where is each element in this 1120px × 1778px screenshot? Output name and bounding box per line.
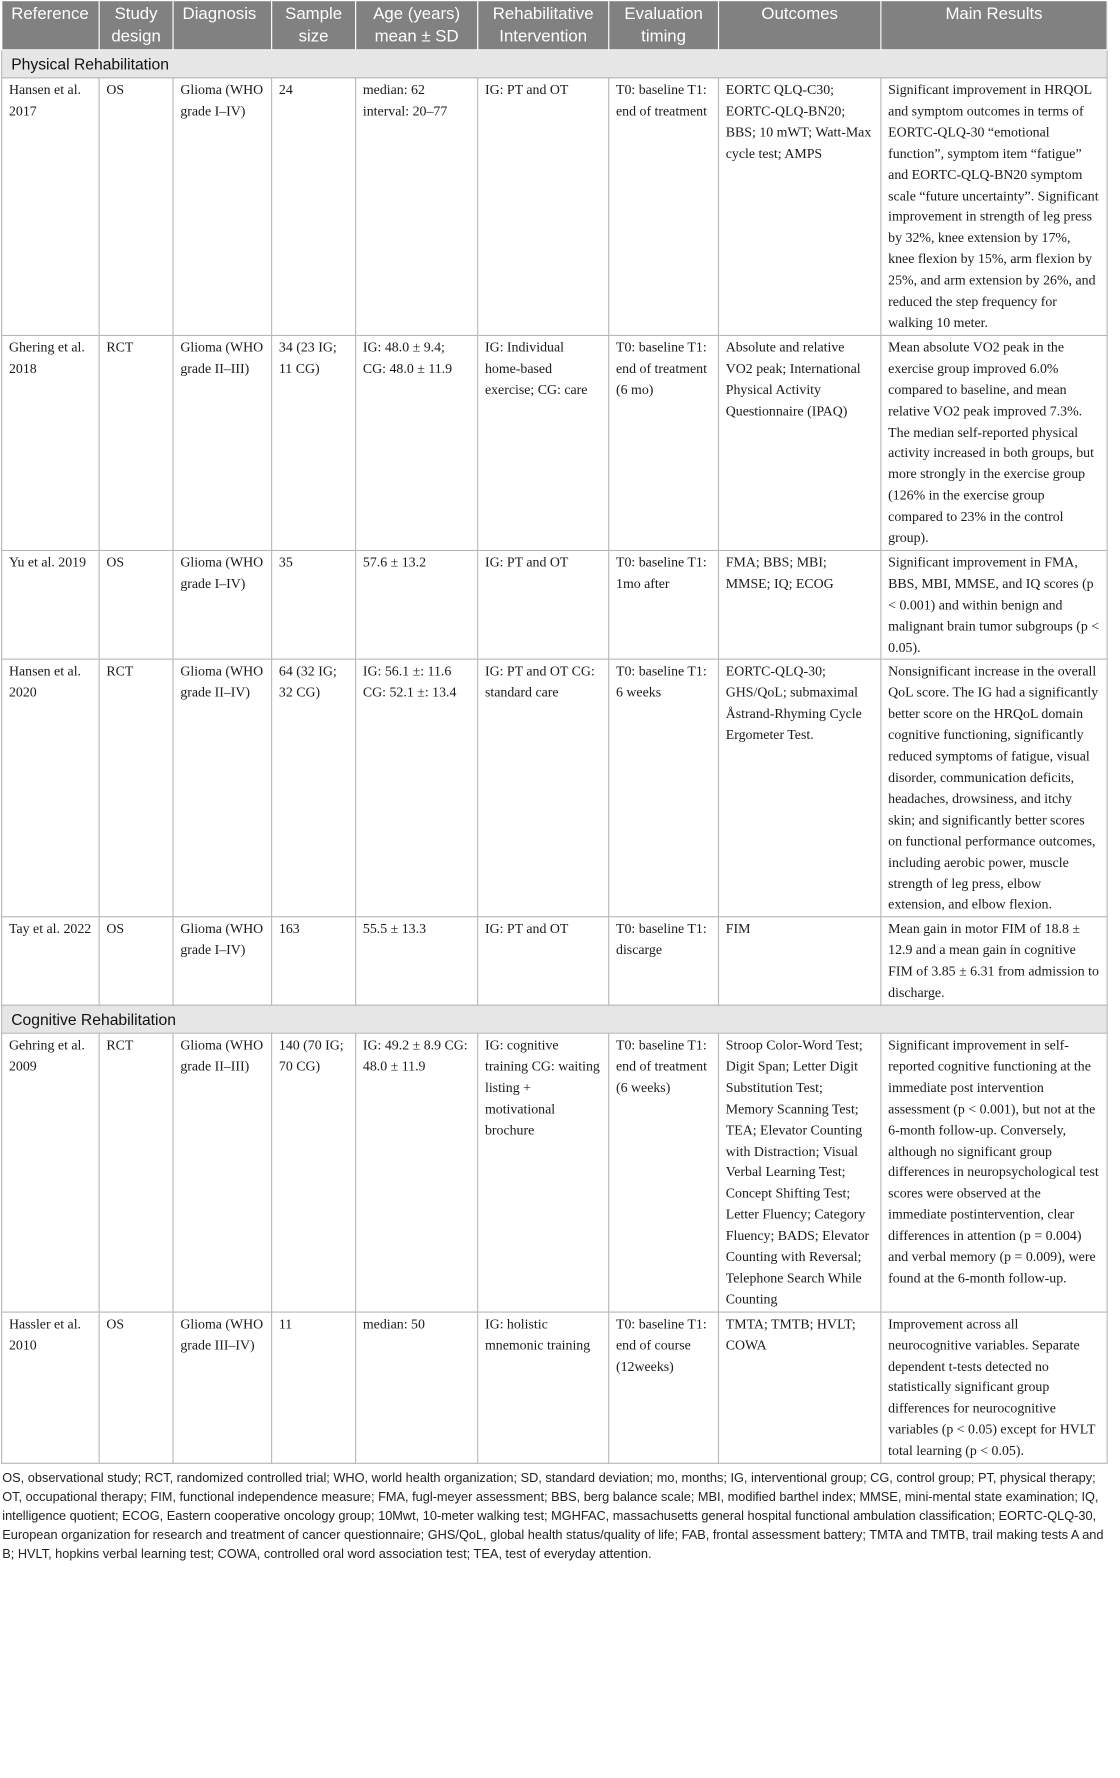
- table-row: [2, 335, 1107, 550]
- cell-evaluation-timing: T0: baseline T1: end of course (12weeks): [609, 1312, 719, 1464]
- cell-age: median: 50: [356, 1312, 478, 1464]
- cell-evaluation-timing: T0: baseline T1: 1mo after: [609, 550, 719, 659]
- cell-outcomes: EORTC-QLQ-30; GHS/QoL; submaximal Åstrand-Rhyming Cycle Ergometer Test.: [718, 660, 880, 917]
- column-header-evaluation-timing: Evaluation timing: [609, 1, 719, 50]
- cell-study-design: RCT: [99, 335, 173, 550]
- cell-sample-size: 140 (70 IG; 70 CG): [272, 1033, 356, 1312]
- cell-sample-size: 163: [272, 917, 356, 1005]
- table-row: [2, 1033, 1107, 1312]
- cell-sample-size: 64 (32 IG; 32 CG): [272, 660, 356, 917]
- cell-outcomes: Stroop Color-Word Test; Digit Span; Letter Digit Substitution Test; Memory Scanning Test; TEA; Elevator Counting with Distraction; Visual Verbal Learning Test; Concept Shifting Test; Letter Fluency; Category Fluency; BADS; Elevator Counting with Reversal; Telephone Search While Counting: [718, 1033, 880, 1312]
- cell-outcomes: TMTA; TMTB; HVLT; COWA: [718, 1312, 880, 1464]
- cell-intervention: IG: PT and OT: [478, 917, 609, 1005]
- cell-reference: Yu et al. 2019: [2, 550, 99, 659]
- cell-diagnosis: Glioma (WHO grade II–III): [173, 335, 272, 550]
- rehabilitation-studies-table: [1, 0, 1108, 1464]
- cell-evaluation-timing: T0: baseline T1: end of treatment: [609, 78, 719, 335]
- table-row: [2, 1312, 1107, 1464]
- table-row: [2, 78, 1107, 335]
- cell-sample-size: 35: [272, 550, 356, 659]
- cell-outcomes: FMA; BBS; MBI; MMSE; IQ; ECOG: [718, 550, 880, 659]
- cell-reference: Tay et al. 2022: [2, 917, 99, 1005]
- cell-outcomes: EORTC QLQ-C30; EORTC-QLQ-BN20; BBS; 10 mWT; Watt-Max cycle test; AMPS: [718, 78, 880, 335]
- cell-study-design: OS: [99, 78, 173, 335]
- cell-intervention: IG: cognitive training CG: waiting listing + motivational brochure: [478, 1033, 609, 1312]
- section-title: Physical Rehabilitation: [2, 50, 1107, 78]
- section-row-cognitive-rehabilitation: [2, 1005, 1107, 1033]
- cell-study-design: OS: [99, 917, 173, 1005]
- cell-intervention: IG: Individual home-based exercise; CG: care: [478, 335, 609, 550]
- cell-reference: Hassler et al. 2010: [2, 1312, 99, 1464]
- column-header-intervention: Rehabilitative Intervention: [478, 1, 609, 50]
- cell-reference: Gehring et al. 2009: [2, 1033, 99, 1312]
- cell-age: 55.5 ± 13.3: [356, 917, 478, 1005]
- table-row: [2, 660, 1107, 917]
- table-row: [2, 917, 1107, 1005]
- cell-reference: Hansen et al. 2020: [2, 660, 99, 917]
- table-footnote: OS, observational study; RCT, randomized controlled trial; WHO, world health organization; SD, standard deviation; mo, months; IG, interventional group; CG, control group; PT, physical therapy; OT, occupational therapy; FIM, functional independence measure; FMA, fugl-meyer assessment; BBS, berg balance scale; MBI, modified barthel index; MMSE, mini-mental state examination; IQ, intelligence quotient; ECOG, Eastern cooperative oncology group; 10Mwt, 10-meter walking test; MGHFAC, massachusetts general hospital functional ambulation classification; EORTC-QLQ-30, European organization for research and treatment of cancer questionnaire; GHS/QoL, global health status/quality of life; FAB, frontal assessment battery; TMTA and TMTB, trail making tests A and B; HVLT, hopkins verbal learning test; COWA, controlled oral word association test; TEA, test of everyday attention.: [2, 1471, 1104, 1562]
- cell-study-design: OS: [99, 1312, 173, 1464]
- table-row: [2, 550, 1107, 659]
- cell-diagnosis: Glioma (WHO grade I–IV): [173, 917, 272, 1005]
- cell-study-design: RCT: [99, 1033, 173, 1312]
- cell-diagnosis: Glioma (WHO grade II–IV): [173, 660, 272, 917]
- column-header-sample-size: Sample size: [272, 1, 356, 50]
- cell-intervention: IG: PT and OT CG: standard care: [478, 660, 609, 917]
- cell-diagnosis: Glioma (WHO grade I–IV): [173, 78, 272, 335]
- cell-main-results: Mean absolute VO2 peak in the exercise group improved 6.0% compared to baseline, and mean relative VO2 peak improved 7.3%. The median self-reported physical activity increased in both groups, but more strongly in the exercise group (126% in the exercise group compared to 23% in the control group).: [881, 335, 1107, 550]
- cell-sample-size: 24: [272, 78, 356, 335]
- column-header-main-results: Main Results: [881, 1, 1107, 50]
- cell-age: IG: 56.1 ±: 11.6 CG: 52.1 ±: 13.4: [356, 660, 478, 917]
- cell-main-results: Nonsignificant increase in the overall QoL score. The IG had a significantly better score on the HRQoL domain cognitive functioning, significantly reduced symptoms of fatigue, visual disorder, communication deficits, headaches, drowsiness, and itchy skin; and significantly better scores on functional performance outcomes, including aerobic power, muscle strength of leg press, elbow extension, and elbow flexion.: [881, 660, 1107, 917]
- cell-age: IG: 49.2 ± 8.9 CG: 48.0 ± 11.9: [356, 1033, 478, 1312]
- cell-sample-size: 34 (23 IG; 11 CG): [272, 335, 356, 550]
- cell-diagnosis: Glioma (WHO grade II–III): [173, 1033, 272, 1312]
- cell-evaluation-timing: T0: baseline T1: discarge: [609, 917, 719, 1005]
- cell-diagnosis: Glioma (WHO grade I–IV): [173, 550, 272, 659]
- cell-main-results: Significant improvement in FMA, BBS, MBI, MMSE, and IQ scores (p < 0.001) and within benign and malignant brain tumor subgroups (p < 0.05).: [881, 550, 1107, 659]
- cell-evaluation-timing: T0: baseline T1: 6 weeks: [609, 660, 719, 917]
- cell-outcomes: FIM: [718, 917, 880, 1005]
- cell-age: median: 62 interval: 20–77: [356, 78, 478, 335]
- column-header-study-design: Study design: [99, 1, 173, 50]
- cell-intervention: IG: PT and OT: [478, 550, 609, 659]
- cell-study-design: RCT: [99, 660, 173, 917]
- cell-study-design: OS: [99, 550, 173, 659]
- section-row-physical-rehabilitation: [2, 50, 1107, 78]
- cell-evaluation-timing: T0: baseline T1: end of treatment (6 weeks): [609, 1033, 719, 1312]
- column-header-age: Age (years) mean ± SD: [356, 1, 478, 50]
- section-title: Cognitive Rehabilitation: [2, 1005, 1107, 1033]
- cell-main-results: Mean gain in motor FIM of 18.8 ± 12.9 and a mean gain in cognitive FIM of 3.85 ± 6.31 from admission to discharge.: [881, 917, 1107, 1005]
- cell-intervention: IG: PT and OT: [478, 78, 609, 335]
- table-header-row: [2, 1, 1107, 50]
- cell-diagnosis: Glioma (WHO grade III–IV): [173, 1312, 272, 1464]
- cell-age: 57.6 ± 13.2: [356, 550, 478, 659]
- cell-main-results: Significant improvement in HRQOL and symptom outcomes in terms of EORTC-QLQ-30 “emotional function”, symptom item “fatigue” and EORTC-QLQ-BN20 symptom scale “future uncertainty”. Significant improvement in strength of leg press by 32%, knee extension by 17%, knee flexion by 15%, arm flexion by 25%, and arm extension by 26%, and reduced the step frequency for walking 10 meter.: [881, 78, 1107, 335]
- column-header-diagnosis: Diagnosis: [173, 1, 272, 50]
- cell-evaluation-timing: T0: baseline T1: end of treatment (6 mo): [609, 335, 719, 550]
- cell-intervention: IG: holistic mnemonic training: [478, 1312, 609, 1464]
- column-header-outcomes: Outcomes: [718, 1, 880, 50]
- cell-age: IG: 48.0 ± 9.4; CG: 48.0 ± 11.9: [356, 335, 478, 550]
- cell-reference: Ghering et al. 2018: [2, 335, 99, 550]
- column-header-reference: Reference: [2, 1, 99, 50]
- cell-reference: Hansen et al. 2017: [2, 78, 99, 335]
- cell-sample-size: 11: [272, 1312, 356, 1464]
- cell-main-results: Improvement across all neurocognitive variables. Separate dependent t-tests detected no statistically significant group differences for neurocognitive variables (p < 0.05) except for HVLT total learning (p < 0.05).: [881, 1312, 1107, 1464]
- cell-outcomes: Absolute and relative VO2 peak; International Physical Activity Questionnaire (IPAQ): [718, 335, 880, 550]
- cell-main-results: Significant improvement in self-reported cognitive functioning at the immediate post intervention assessment (p < 0.001), but not at the 6-month follow-up. Conversely, although no significant group differences in neuropsychological test scores were observed at the immediate postintervention, clear differences in attention (p = 0.004) and verbal memory (p = 0.009), were found at the 6-month follow-up.: [881, 1033, 1107, 1312]
